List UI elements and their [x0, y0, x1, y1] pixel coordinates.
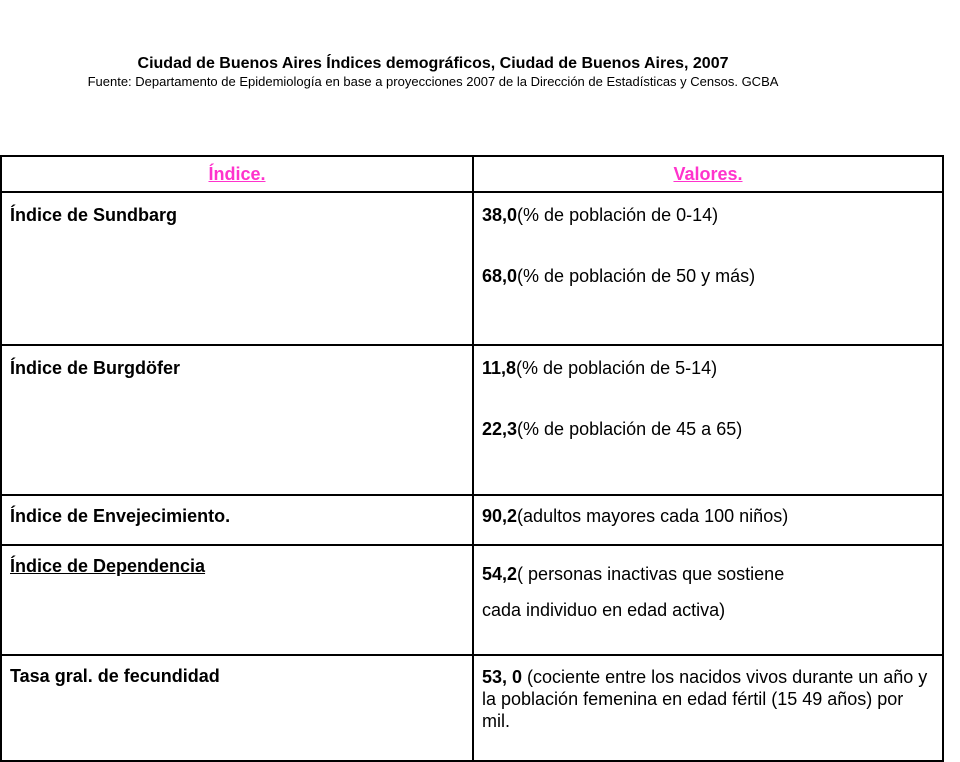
- header-cell-values: [473, 156, 943, 192]
- index-values-cell: [473, 495, 943, 545]
- index-name: Tasa gral. de fecundidad: [10, 666, 220, 686]
- source-note: Fuente: Departamento de Epidemiología en base a proyecciones 2007 de la Dirección de Estadísticas y Censos. GCBA: [87, 74, 779, 89]
- index-values-cell: [473, 655, 943, 761]
- header-cell-index: [1, 156, 473, 192]
- spacer: [482, 379, 934, 419]
- value-number: 90,2: [482, 506, 518, 526]
- table-header-row: [1, 156, 943, 192]
- header-values-link[interactable]: Valores.: [673, 163, 743, 184]
- index-values-cell: [473, 345, 943, 495]
- value-number: 68,0: [482, 266, 518, 286]
- page-title: Ciudad de Buenos Aires Índices demográficos, Ciudad de Buenos Aires, 2007: [137, 55, 729, 72]
- value-number: 53, 0: [482, 667, 523, 687]
- table-row: [1, 192, 943, 345]
- value-number: 38,0: [482, 205, 518, 225]
- index-name: Índice de Dependencia: [10, 556, 206, 576]
- value-description: ( personas inactivas que sostiene: [517, 564, 785, 584]
- index-name-cell: [1, 345, 473, 495]
- value-description: (% de población de 50 y más): [517, 266, 756, 286]
- value-description: (% de población de 0-14): [517, 205, 719, 225]
- table-row: [1, 345, 943, 495]
- value-line: [482, 358, 934, 379]
- index-name-cell: [1, 655, 473, 761]
- value-description: (cociente entre los nacidos vivos durante un año y la población femenina en edad fértil (15 49 años) por mil.: [482, 667, 928, 731]
- value-description: (adultos mayores cada 100 niños): [517, 506, 789, 526]
- header-index-link[interactable]: Índice.: [208, 163, 266, 184]
- value-line: [482, 266, 934, 287]
- value-block: [482, 666, 934, 732]
- index-values-cell: [473, 192, 943, 345]
- table-row: [1, 495, 943, 545]
- value-number: 22,3: [482, 419, 518, 439]
- value-description-continued: cada individuo en edad activa): [482, 600, 726, 620]
- index-name-cell: [1, 192, 473, 345]
- value-number: 11,8: [482, 358, 517, 378]
- index-name-cell: [1, 495, 473, 545]
- value-line: [482, 205, 934, 226]
- index-name: Índice de Sundbarg: [10, 205, 178, 225]
- value-description: (% de población de 5-14): [516, 358, 718, 378]
- value-block: [482, 556, 934, 628]
- table-row: [1, 545, 943, 655]
- value-line: [482, 419, 934, 440]
- header: [0, 54, 866, 90]
- value-description: (% de población de 45 a 65): [517, 419, 743, 439]
- index-values-cell: [473, 545, 943, 655]
- index-name: Índice de Burgdöfer: [10, 358, 181, 378]
- index-name-cell: [1, 545, 473, 655]
- index-name: Índice de Envejecimiento.: [10, 506, 231, 526]
- spacer: [482, 226, 934, 266]
- indices-table: [0, 155, 944, 762]
- table-row: [1, 655, 943, 761]
- value-number: 54,2: [482, 564, 518, 584]
- value-line: [482, 506, 934, 527]
- value-line: [482, 556, 934, 592]
